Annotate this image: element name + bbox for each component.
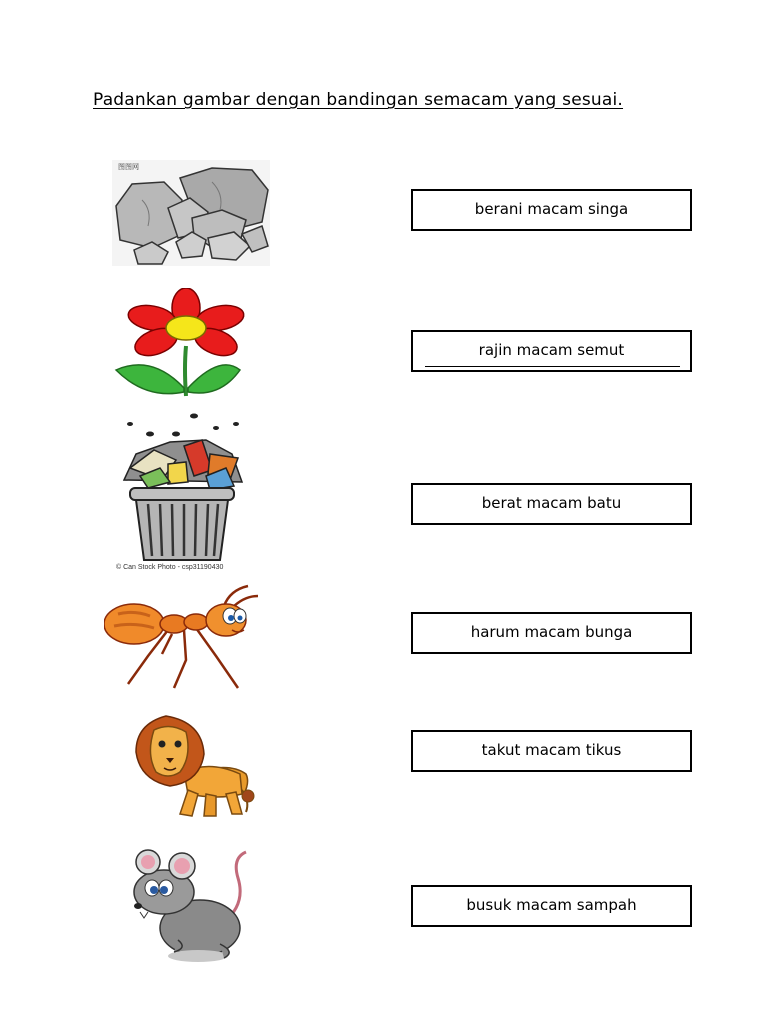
phrase-box (411, 483, 692, 525)
rocks-icon (112, 160, 270, 266)
phrase-box (411, 612, 692, 654)
ant-icon (104, 584, 260, 692)
flower-icon (112, 288, 262, 400)
worksheet-title: Padankan gambar dengan bandingan semacam yang sesuai. (93, 90, 624, 110)
trash-bin-icon (110, 410, 250, 565)
lion-icon (130, 710, 260, 822)
phrase-text: berani macam singa (474, 200, 629, 218)
rocks-watermark: 图图网 (118, 164, 139, 171)
inner-line (425, 366, 680, 367)
phrase-box (411, 730, 692, 772)
phrase-box (411, 885, 692, 927)
phrase-box (411, 189, 692, 231)
phrase-text: takut macam tikus (481, 741, 622, 759)
trash-watermark: © Can Stock Photo - csp31190430 (116, 564, 224, 571)
phrase-text: berat macam batu (481, 494, 622, 512)
phrase-text: rajin macam semut (478, 341, 625, 359)
phrase-text: busuk macam sampah (466, 896, 637, 914)
mouse-icon (128, 848, 264, 966)
phrase-box (411, 330, 692, 372)
phrase-text: harum macam bunga (470, 623, 633, 641)
